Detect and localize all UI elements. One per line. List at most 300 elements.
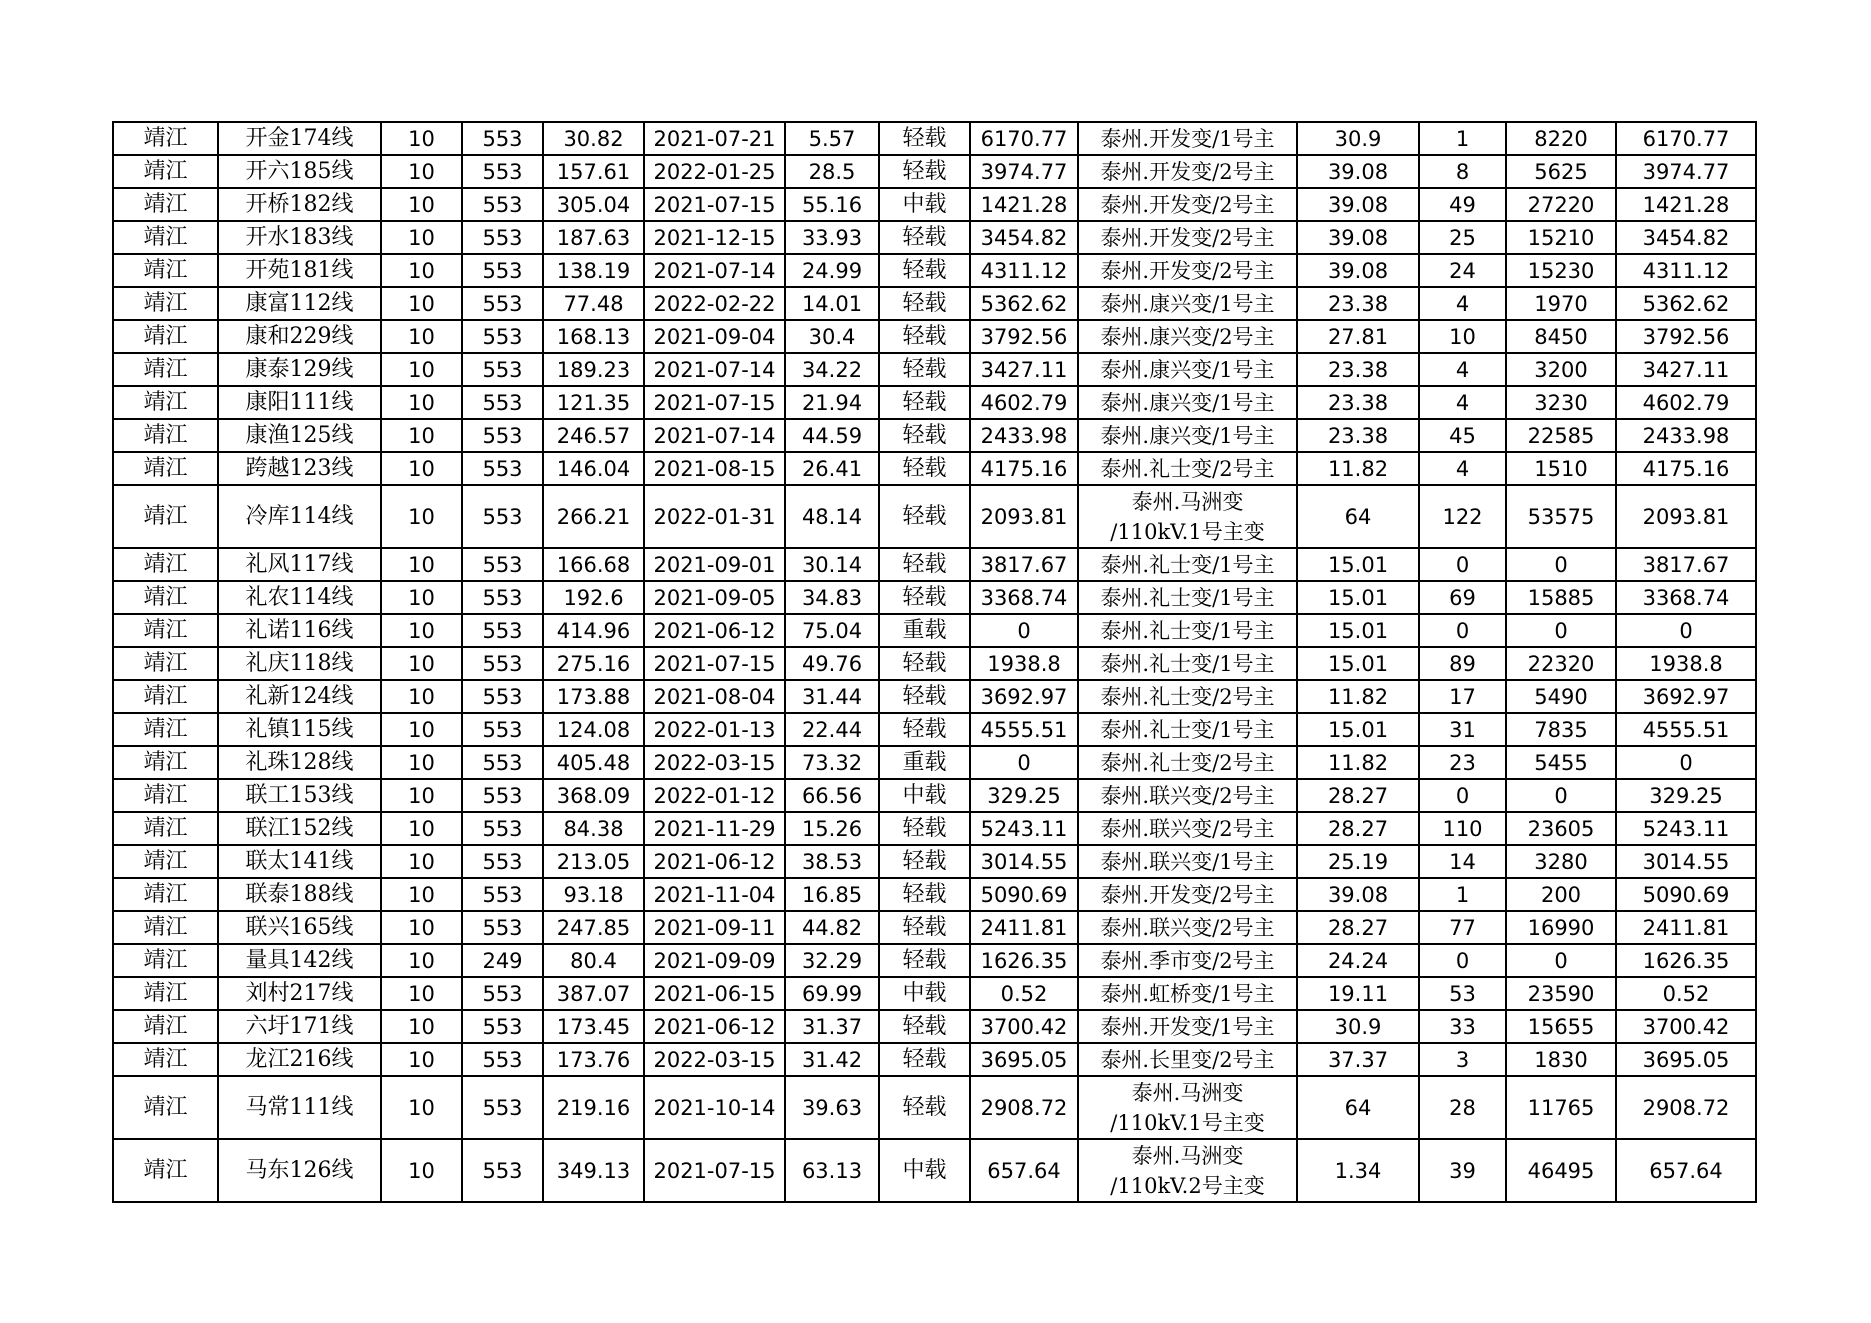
line-name-cell: 礼镇115线 xyxy=(218,713,381,746)
available-capacity-cell: 0 xyxy=(970,614,1078,647)
load-status-cell: 轻载 xyxy=(879,647,970,680)
date-cell: 2021-07-14 xyxy=(644,353,785,386)
voltage-cell: 10 xyxy=(381,845,462,878)
load-status-cell: 轻载 xyxy=(879,254,970,287)
substation-cell: 泰州.开发变/1号主 xyxy=(1078,122,1297,155)
load-cell: 173.88 xyxy=(543,680,644,713)
region-cell: 靖江 xyxy=(113,779,218,812)
table-row xyxy=(113,878,1756,911)
load-cell: 168.13 xyxy=(543,320,644,353)
remaining-capacity-cell: 3974.77 xyxy=(1616,155,1756,188)
load-status-cell: 轻载 xyxy=(879,1076,970,1139)
available-capacity-cell: 3974.77 xyxy=(970,155,1078,188)
region-cell: 靖江 xyxy=(113,944,218,977)
region-cell: 靖江 xyxy=(113,680,218,713)
load-rate-cell: 48.14 xyxy=(785,485,879,548)
load-status-cell: 重载 xyxy=(879,614,970,647)
load-cell: 213.05 xyxy=(543,845,644,878)
available-capacity-cell: 4555.51 xyxy=(970,713,1078,746)
line-name-cell: 刘村217线 xyxy=(218,977,381,1010)
load-cell: 305.04 xyxy=(543,188,644,221)
table-row xyxy=(113,845,1756,878)
table-row xyxy=(113,221,1756,254)
transformer-rate-cell: 19.11 xyxy=(1297,977,1419,1010)
count-cell: 0 xyxy=(1419,779,1506,812)
line-name-cell: 康泰129线 xyxy=(218,353,381,386)
installed-capacity-cell: 16990 xyxy=(1506,911,1616,944)
installed-capacity-cell: 0 xyxy=(1506,944,1616,977)
load-rate-cell: 14.01 xyxy=(785,287,879,320)
substation-cell: 泰州.礼士变/2号主 xyxy=(1078,746,1297,779)
date-cell: 2021-09-09 xyxy=(644,944,785,977)
count-cell: 77 xyxy=(1419,911,1506,944)
line-name-cell: 康渔125线 xyxy=(218,419,381,452)
load-cell: 124.08 xyxy=(543,713,644,746)
substation-cell xyxy=(1078,1139,1297,1202)
load-status-cell: 轻载 xyxy=(879,485,970,548)
region-cell: 靖江 xyxy=(113,1076,218,1139)
line-name-cell: 开苑181线 xyxy=(218,254,381,287)
installed-capacity-cell: 0 xyxy=(1506,779,1616,812)
installed-capacity-cell: 0 xyxy=(1506,548,1616,581)
line-name-cell: 冷库114线 xyxy=(218,485,381,548)
load-cell: 84.38 xyxy=(543,812,644,845)
load-rate-cell: 16.85 xyxy=(785,878,879,911)
line-name-cell: 礼诺116线 xyxy=(218,614,381,647)
count-cell: 122 xyxy=(1419,485,1506,548)
capacity-cell: 553 xyxy=(462,878,543,911)
capacity-cell: 553 xyxy=(462,287,543,320)
remaining-capacity-cell: 4555.51 xyxy=(1616,713,1756,746)
voltage-cell: 10 xyxy=(381,647,462,680)
remaining-capacity-cell: 3700.42 xyxy=(1616,1010,1756,1043)
substation-cell: 泰州.开发变/2号主 xyxy=(1078,254,1297,287)
region-cell: 靖江 xyxy=(113,155,218,188)
installed-capacity-cell: 23605 xyxy=(1506,812,1616,845)
installed-capacity-cell: 1510 xyxy=(1506,452,1616,485)
load-rate-cell: 31.42 xyxy=(785,1043,879,1076)
remaining-capacity-cell: 3695.05 xyxy=(1616,1043,1756,1076)
line-name-cell: 开六185线 xyxy=(218,155,381,188)
line-name-cell: 康和229线 xyxy=(218,320,381,353)
available-capacity-cell: 2411.81 xyxy=(970,911,1078,944)
load-status-cell: 轻载 xyxy=(879,419,970,452)
installed-capacity-cell: 200 xyxy=(1506,878,1616,911)
load-status-cell: 中载 xyxy=(879,977,970,1010)
substation-cell: 泰州.开发变/1号主 xyxy=(1078,1010,1297,1043)
capacity-cell: 553 xyxy=(462,713,543,746)
remaining-capacity-cell: 5243.11 xyxy=(1616,812,1756,845)
load-rate-cell: 49.76 xyxy=(785,647,879,680)
capacity-cell: 553 xyxy=(462,155,543,188)
load-status-cell: 轻载 xyxy=(879,911,970,944)
transformer-rate-cell: 39.08 xyxy=(1297,155,1419,188)
load-rate-cell: 66.56 xyxy=(785,779,879,812)
load-cell: 146.04 xyxy=(543,452,644,485)
installed-capacity-cell: 22585 xyxy=(1506,419,1616,452)
date-cell: 2021-07-14 xyxy=(644,419,785,452)
line-name-cell: 康富112线 xyxy=(218,287,381,320)
region-cell: 靖江 xyxy=(113,254,218,287)
transformer-rate-cell: 15.01 xyxy=(1297,614,1419,647)
available-capacity-cell: 3427.11 xyxy=(970,353,1078,386)
count-cell: 0 xyxy=(1419,548,1506,581)
voltage-cell: 10 xyxy=(381,1010,462,1043)
transformer-rate-cell: 1.34 xyxy=(1297,1139,1419,1202)
installed-capacity-cell: 15885 xyxy=(1506,581,1616,614)
date-cell: 2021-06-12 xyxy=(644,614,785,647)
data-table xyxy=(112,121,1757,1203)
voltage-cell: 10 xyxy=(381,287,462,320)
available-capacity-cell: 5090.69 xyxy=(970,878,1078,911)
load-rate-cell: 24.99 xyxy=(785,254,879,287)
substation-line: 泰州.马洲变 xyxy=(1131,489,1244,514)
capacity-cell: 553 xyxy=(462,845,543,878)
table-row xyxy=(113,1010,1756,1043)
installed-capacity-cell: 15210 xyxy=(1506,221,1616,254)
load-status-cell: 中载 xyxy=(879,779,970,812)
count-cell: 69 xyxy=(1419,581,1506,614)
voltage-cell: 10 xyxy=(381,188,462,221)
voltage-cell: 10 xyxy=(381,122,462,155)
count-cell: 0 xyxy=(1419,614,1506,647)
table-row xyxy=(113,977,1756,1010)
line-name-cell: 礼农114线 xyxy=(218,581,381,614)
remaining-capacity-cell: 1938.8 xyxy=(1616,647,1756,680)
load-rate-cell: 55.16 xyxy=(785,188,879,221)
table-row xyxy=(113,680,1756,713)
load-status-cell: 轻载 xyxy=(879,155,970,188)
load-status-cell: 轻载 xyxy=(879,353,970,386)
voltage-cell: 10 xyxy=(381,713,462,746)
voltage-cell: 10 xyxy=(381,944,462,977)
voltage-cell: 10 xyxy=(381,878,462,911)
table-row xyxy=(113,1139,1756,1202)
load-rate-cell: 30.4 xyxy=(785,320,879,353)
substation-cell: 泰州.礼士变/1号主 xyxy=(1078,548,1297,581)
capacity-cell: 553 xyxy=(462,320,543,353)
transformer-rate-cell: 39.08 xyxy=(1297,878,1419,911)
load-status-cell: 轻载 xyxy=(879,581,970,614)
load-rate-cell: 44.82 xyxy=(785,911,879,944)
load-cell: 368.09 xyxy=(543,779,644,812)
remaining-capacity-cell: 5362.62 xyxy=(1616,287,1756,320)
capacity-cell: 553 xyxy=(462,746,543,779)
load-status-cell: 中载 xyxy=(879,188,970,221)
load-cell: 246.57 xyxy=(543,419,644,452)
installed-capacity-cell: 15230 xyxy=(1506,254,1616,287)
installed-capacity-cell: 5455 xyxy=(1506,746,1616,779)
load-status-cell: 轻载 xyxy=(879,386,970,419)
line-name-cell: 跨越123线 xyxy=(218,452,381,485)
available-capacity-cell: 5243.11 xyxy=(970,812,1078,845)
line-name-cell: 礼珠128线 xyxy=(218,746,381,779)
available-capacity-cell: 3454.82 xyxy=(970,221,1078,254)
voltage-cell: 10 xyxy=(381,812,462,845)
load-rate-cell: 34.22 xyxy=(785,353,879,386)
region-cell: 靖江 xyxy=(113,1139,218,1202)
date-cell: 2021-12-15 xyxy=(644,221,785,254)
available-capacity-cell: 2908.72 xyxy=(970,1076,1078,1139)
table-row xyxy=(113,419,1756,452)
substation-cell: 泰州.联兴变/2号主 xyxy=(1078,911,1297,944)
available-capacity-cell: 1626.35 xyxy=(970,944,1078,977)
table-row xyxy=(113,1076,1756,1139)
available-capacity-cell: 1938.8 xyxy=(970,647,1078,680)
date-cell: 2021-09-01 xyxy=(644,548,785,581)
installed-capacity-cell: 46495 xyxy=(1506,1139,1616,1202)
date-cell: 2021-10-14 xyxy=(644,1076,785,1139)
transformer-rate-cell: 28.27 xyxy=(1297,779,1419,812)
available-capacity-cell: 6170.77 xyxy=(970,122,1078,155)
table-row xyxy=(113,713,1756,746)
transformer-rate-cell: 15.01 xyxy=(1297,647,1419,680)
line-name-cell: 开桥182线 xyxy=(218,188,381,221)
line-name-cell: 六圩171线 xyxy=(218,1010,381,1043)
region-cell: 靖江 xyxy=(113,812,218,845)
remaining-capacity-cell: 4175.16 xyxy=(1616,452,1756,485)
load-cell: 77.48 xyxy=(543,287,644,320)
load-rate-cell: 15.26 xyxy=(785,812,879,845)
substation-cell: 泰州.长里变/2号主 xyxy=(1078,1043,1297,1076)
region-cell: 靖江 xyxy=(113,878,218,911)
date-cell: 2022-03-15 xyxy=(644,1043,785,1076)
transformer-rate-cell: 23.38 xyxy=(1297,419,1419,452)
load-rate-cell: 63.13 xyxy=(785,1139,879,1202)
region-cell: 靖江 xyxy=(113,353,218,386)
transformer-rate-cell: 11.82 xyxy=(1297,680,1419,713)
load-cell: 173.45 xyxy=(543,1010,644,1043)
load-rate-cell: 28.5 xyxy=(785,155,879,188)
remaining-capacity-cell: 1421.28 xyxy=(1616,188,1756,221)
capacity-cell: 553 xyxy=(462,812,543,845)
voltage-cell: 10 xyxy=(381,779,462,812)
line-name-cell: 马东126线 xyxy=(218,1139,381,1202)
substation-cell: 泰州.康兴变/1号主 xyxy=(1078,287,1297,320)
substation-cell: 泰州.开发变/2号主 xyxy=(1078,188,1297,221)
table-row xyxy=(113,122,1756,155)
voltage-cell: 10 xyxy=(381,221,462,254)
substation-cell: 泰州.季市变/2号主 xyxy=(1078,944,1297,977)
region-cell: 靖江 xyxy=(113,485,218,548)
transformer-rate-cell: 15.01 xyxy=(1297,713,1419,746)
load-status-cell: 轻载 xyxy=(879,713,970,746)
table-row xyxy=(113,911,1756,944)
installed-capacity-cell: 5625 xyxy=(1506,155,1616,188)
region-cell: 靖江 xyxy=(113,845,218,878)
region-cell: 靖江 xyxy=(113,581,218,614)
load-rate-cell: 75.04 xyxy=(785,614,879,647)
remaining-capacity-cell: 2433.98 xyxy=(1616,419,1756,452)
load-rate-cell: 39.63 xyxy=(785,1076,879,1139)
region-cell: 靖江 xyxy=(113,746,218,779)
date-cell: 2022-01-31 xyxy=(644,485,785,548)
installed-capacity-cell: 5490 xyxy=(1506,680,1616,713)
region-cell: 靖江 xyxy=(113,188,218,221)
table-row xyxy=(113,581,1756,614)
substation-cell xyxy=(1078,1076,1297,1139)
region-cell: 靖江 xyxy=(113,287,218,320)
transformer-rate-cell: 64 xyxy=(1297,1076,1419,1139)
count-cell: 0 xyxy=(1419,944,1506,977)
transformer-rate-cell: 28.27 xyxy=(1297,812,1419,845)
load-rate-cell: 34.83 xyxy=(785,581,879,614)
installed-capacity-cell: 27220 xyxy=(1506,188,1616,221)
load-rate-cell: 5.57 xyxy=(785,122,879,155)
count-cell: 1 xyxy=(1419,122,1506,155)
installed-capacity-cell: 1970 xyxy=(1506,287,1616,320)
transformer-rate-cell: 39.08 xyxy=(1297,254,1419,287)
count-cell: 4 xyxy=(1419,353,1506,386)
remaining-capacity-cell: 5090.69 xyxy=(1616,878,1756,911)
remaining-capacity-cell: 3817.67 xyxy=(1616,548,1756,581)
load-cell: 187.63 xyxy=(543,221,644,254)
capacity-cell: 553 xyxy=(462,122,543,155)
table-row xyxy=(113,188,1756,221)
installed-capacity-cell: 3200 xyxy=(1506,353,1616,386)
available-capacity-cell: 3695.05 xyxy=(970,1043,1078,1076)
region-cell: 靖江 xyxy=(113,713,218,746)
available-capacity-cell: 4602.79 xyxy=(970,386,1078,419)
load-rate-cell: 21.94 xyxy=(785,386,879,419)
load-status-cell: 轻载 xyxy=(879,1043,970,1076)
available-capacity-cell: 657.64 xyxy=(970,1139,1078,1202)
date-cell: 2022-03-15 xyxy=(644,746,785,779)
substation-cell: 泰州.礼士变/2号主 xyxy=(1078,680,1297,713)
installed-capacity-cell: 0 xyxy=(1506,614,1616,647)
capacity-cell: 553 xyxy=(462,353,543,386)
load-rate-cell: 22.44 xyxy=(785,713,879,746)
installed-capacity-cell: 3280 xyxy=(1506,845,1616,878)
load-rate-cell: 30.14 xyxy=(785,548,879,581)
count-cell: 39 xyxy=(1419,1139,1506,1202)
substation-cell: 泰州.礼士变/1号主 xyxy=(1078,647,1297,680)
line-name-cell: 联兴165线 xyxy=(218,911,381,944)
region-cell: 靖江 xyxy=(113,452,218,485)
installed-capacity-cell: 23590 xyxy=(1506,977,1616,1010)
voltage-cell: 10 xyxy=(381,548,462,581)
capacity-cell: 553 xyxy=(462,1076,543,1139)
transformer-rate-cell: 11.82 xyxy=(1297,452,1419,485)
region-cell: 靖江 xyxy=(113,614,218,647)
remaining-capacity-cell: 3692.97 xyxy=(1616,680,1756,713)
load-status-cell: 轻载 xyxy=(879,812,970,845)
transformer-rate-cell: 23.38 xyxy=(1297,287,1419,320)
capacity-cell: 553 xyxy=(462,386,543,419)
substation-line: 泰州.马洲变 xyxy=(1131,1143,1244,1168)
voltage-cell: 10 xyxy=(381,1043,462,1076)
count-cell: 14 xyxy=(1419,845,1506,878)
load-status-cell: 轻载 xyxy=(879,320,970,353)
capacity-cell: 553 xyxy=(462,452,543,485)
remaining-capacity-cell: 2093.81 xyxy=(1616,485,1756,548)
load-status-cell: 轻载 xyxy=(879,944,970,977)
substation-cell: 泰州.开发变/2号主 xyxy=(1078,155,1297,188)
substation-cell: 泰州.礼士变/1号主 xyxy=(1078,581,1297,614)
voltage-cell: 10 xyxy=(381,254,462,287)
capacity-cell: 553 xyxy=(462,548,543,581)
line-name-cell: 马常111线 xyxy=(218,1076,381,1139)
table-row xyxy=(113,452,1756,485)
transformer-rate-cell: 23.38 xyxy=(1297,353,1419,386)
substation-line: /110kV.2号主变 xyxy=(1110,1173,1265,1198)
remaining-capacity-cell: 1626.35 xyxy=(1616,944,1756,977)
load-cell: 93.18 xyxy=(543,878,644,911)
line-name-cell: 联泰188线 xyxy=(218,878,381,911)
capacity-cell: 553 xyxy=(462,1043,543,1076)
table-row xyxy=(113,353,1756,386)
load-status-cell: 轻载 xyxy=(879,845,970,878)
transformer-rate-cell: 39.08 xyxy=(1297,188,1419,221)
load-rate-cell: 73.32 xyxy=(785,746,879,779)
capacity-cell: 553 xyxy=(462,779,543,812)
transformer-rate-cell: 11.82 xyxy=(1297,746,1419,779)
transformer-rate-cell: 24.24 xyxy=(1297,944,1419,977)
remaining-capacity-cell: 4311.12 xyxy=(1616,254,1756,287)
table-row xyxy=(113,944,1756,977)
date-cell: 2021-07-14 xyxy=(644,254,785,287)
transformer-rate-cell: 15.01 xyxy=(1297,581,1419,614)
capacity-cell: 553 xyxy=(462,254,543,287)
table-row xyxy=(113,812,1756,845)
date-cell: 2021-06-12 xyxy=(644,845,785,878)
table-row xyxy=(113,287,1756,320)
line-name-cell: 礼新124线 xyxy=(218,680,381,713)
load-status-cell: 轻载 xyxy=(879,1010,970,1043)
remaining-capacity-cell: 2411.81 xyxy=(1616,911,1756,944)
date-cell: 2021-07-15 xyxy=(644,647,785,680)
installed-capacity-cell: 8220 xyxy=(1506,122,1616,155)
date-cell: 2021-11-04 xyxy=(644,878,785,911)
remaining-capacity-cell: 0.52 xyxy=(1616,977,1756,1010)
count-cell: 45 xyxy=(1419,419,1506,452)
region-cell: 靖江 xyxy=(113,1010,218,1043)
transformer-rate-cell: 39.08 xyxy=(1297,221,1419,254)
date-cell: 2022-01-25 xyxy=(644,155,785,188)
substation-cell: 泰州.康兴变/1号主 xyxy=(1078,353,1297,386)
load-rate-cell: 69.99 xyxy=(785,977,879,1010)
load-rate-cell: 31.37 xyxy=(785,1010,879,1043)
transformer-rate-cell: 15.01 xyxy=(1297,548,1419,581)
date-cell: 2022-02-22 xyxy=(644,287,785,320)
date-cell: 2021-07-21 xyxy=(644,122,785,155)
capacity-cell: 553 xyxy=(462,419,543,452)
transformer-rate-cell: 30.9 xyxy=(1297,122,1419,155)
remaining-capacity-cell: 3792.56 xyxy=(1616,320,1756,353)
capacity-cell: 553 xyxy=(462,614,543,647)
region-cell: 靖江 xyxy=(113,419,218,452)
load-cell: 266.21 xyxy=(543,485,644,548)
table-row xyxy=(113,320,1756,353)
substation-cell: 泰州.礼士变/1号主 xyxy=(1078,713,1297,746)
remaining-capacity-cell: 3427.11 xyxy=(1616,353,1756,386)
load-status-cell: 轻载 xyxy=(879,452,970,485)
date-cell: 2021-08-15 xyxy=(644,452,785,485)
substation-line: /110kV.1号主变 xyxy=(1110,1110,1265,1135)
count-cell: 89 xyxy=(1419,647,1506,680)
region-cell: 靖江 xyxy=(113,221,218,254)
substation-cell: 泰州.联兴变/1号主 xyxy=(1078,845,1297,878)
count-cell: 49 xyxy=(1419,188,1506,221)
count-cell: 8 xyxy=(1419,155,1506,188)
voltage-cell: 10 xyxy=(381,320,462,353)
load-cell: 247.85 xyxy=(543,911,644,944)
line-name-cell: 龙江216线 xyxy=(218,1043,381,1076)
remaining-capacity-cell: 2908.72 xyxy=(1616,1076,1756,1139)
voltage-cell: 10 xyxy=(381,614,462,647)
line-name-cell: 礼风117线 xyxy=(218,548,381,581)
remaining-capacity-cell: 0 xyxy=(1616,614,1756,647)
